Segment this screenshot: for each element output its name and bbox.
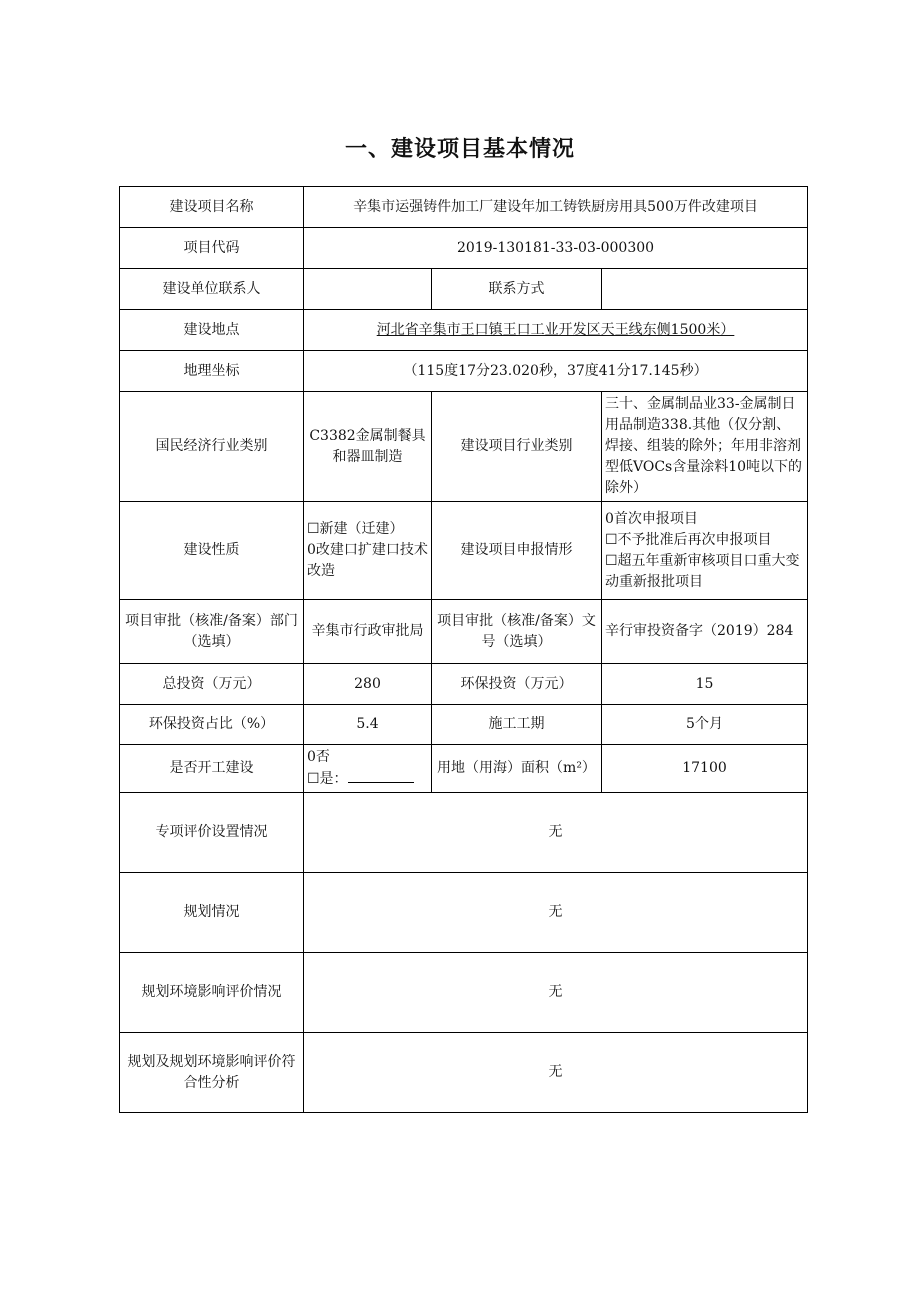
table-row <box>120 228 808 269</box>
env-ratio-value: 5.4 <box>304 705 432 745</box>
project-code-label: 项目代码 <box>120 228 304 269</box>
table-row <box>120 351 808 392</box>
construction-nature-label: 建设性质 <box>120 502 304 600</box>
total-investment-value: 280 <box>304 664 432 705</box>
table-row <box>120 310 808 351</box>
project-industry-value: 三十、金属制品业33-金属制日用品制造338.其他（仅分割、焊接、组装的除外；年用非溶剂型低VOCs含量涂料10吨以下的除外） <box>602 392 808 502</box>
approval-doc-label: 项目审批（核准/备案）文号（选填） <box>432 600 602 664</box>
report-situation-label: 建设项目申报情形 <box>432 502 602 600</box>
report-option-resubmit: ☐不予批准后再次申报项目 <box>605 531 772 548</box>
coordinates-label: 地理坐标 <box>120 351 304 392</box>
land-area-label: 用地（用海）面积（m²） <box>432 745 602 793</box>
special-eval-label: 专项评价设置情况 <box>120 793 304 873</box>
page-title: 一、建设项目基本情况 <box>344 137 575 162</box>
location-text: 河北省辛集市王口镇王口工业开发区天王线东侧1500米） <box>376 321 735 338</box>
table-row <box>120 745 808 793</box>
construction-period-label: 施工工期 <box>432 705 602 745</box>
env-investment-value: 15 <box>602 664 808 705</box>
planning-compliance-label: 规划及规划环境影响评价符合性分析 <box>120 1033 304 1113</box>
table-row <box>120 705 808 745</box>
env-ratio-label: 环保投资占比（%） <box>120 705 304 745</box>
total-investment-label: 总投资（万元） <box>120 664 304 705</box>
project-info-table <box>119 186 808 1113</box>
table-row <box>120 793 808 873</box>
location-label: 建设地点 <box>120 310 304 351</box>
started-option-no: 0否 <box>307 749 330 765</box>
nature-option-rebuild: 0改建口扩建口技术改造 <box>307 542 428 579</box>
contact-method-label: 联系方式 <box>432 269 602 310</box>
report-situation-options <box>602 502 808 600</box>
coordinates-value: （115度17分23.020秒，37度41分17.145秒） <box>304 351 808 392</box>
table-row <box>120 1033 808 1113</box>
construction-period-value: 5个月 <box>602 705 808 745</box>
table-row <box>120 600 808 664</box>
env-investment-label: 环保投资（万元） <box>432 664 602 705</box>
land-area-value: 17100 <box>602 745 808 793</box>
industry-category-label: 国民经济行业类别 <box>120 392 304 502</box>
special-eval-value: 无 <box>304 793 808 873</box>
table-row <box>120 873 808 953</box>
planning-value: 无 <box>304 873 808 953</box>
table-row <box>120 392 808 502</box>
table-row <box>120 953 808 1033</box>
contact-person-label: 建设单位联系人 <box>120 269 304 310</box>
table-row <box>120 269 808 310</box>
started-label: 是否开工建设 <box>120 745 304 793</box>
planning-env-label: 规划环境影响评价情况 <box>120 953 304 1033</box>
project-name-value: 辛集市运强铸件加工厂建设年加工铸铁厨房用具500万件改建项目 <box>304 187 808 228</box>
construction-nature-options <box>304 502 432 600</box>
table-row <box>120 502 808 600</box>
project-code-value: 2019-130181-33-03-000300 <box>304 228 808 269</box>
industry-category-value: C3382金属制餐具和器皿制造 <box>304 392 432 502</box>
table-row <box>120 664 808 705</box>
started-option-yes: ☐是： <box>307 771 348 787</box>
started-option-yes-line <box>307 768 428 790</box>
table-row <box>120 187 808 228</box>
project-industry-label: 建设项目行业类别 <box>432 392 602 502</box>
started-options <box>304 745 432 793</box>
nature-option-new: ☐新建（迁建） <box>307 521 404 537</box>
location-value <box>304 310 808 351</box>
planning-env-value: 无 <box>304 953 808 1033</box>
contact-person-value <box>304 269 432 310</box>
approval-dept-label: 项目审批（核准/备案）部门（选填） <box>120 600 304 664</box>
approval-dept-value: 辛集市行政审批局 <box>304 600 432 664</box>
approval-doc-value: 辛行审投资备字（2019）284 <box>602 600 808 664</box>
planning-label: 规划情况 <box>120 873 304 953</box>
report-option-review: ☐超五年重新审核项目口重大变动重新报批项目 <box>605 552 800 590</box>
project-name-label: 建设项目名称 <box>120 187 304 228</box>
started-blank <box>348 768 414 783</box>
report-option-first: 0首次申报项目 <box>605 510 698 527</box>
contact-method-value <box>602 269 808 310</box>
planning-compliance-value: 无 <box>304 1033 808 1113</box>
